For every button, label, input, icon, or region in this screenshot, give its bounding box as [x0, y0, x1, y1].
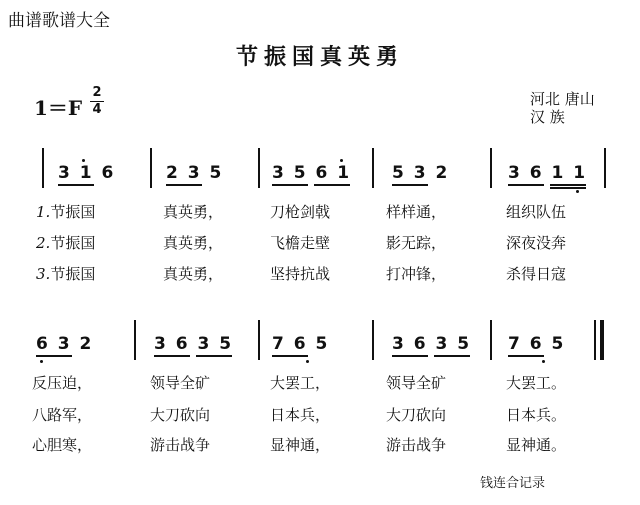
barline	[372, 148, 374, 188]
verse-number: 2.	[36, 234, 51, 252]
measure-notes: 6 3 2	[36, 334, 94, 354]
measure-notes: 3 6 1 1	[508, 163, 588, 183]
lyric: 反压迫，	[32, 374, 93, 392]
origin-ethnicity: 汉 族	[530, 108, 565, 126]
song-title: 节振国真英勇	[235, 45, 404, 70]
octave-dot-high	[82, 159, 85, 162]
lyric: 领导全矿	[150, 374, 211, 392]
beam	[550, 187, 586, 189]
beam	[166, 184, 202, 186]
lyric-verse-2: 2.节振国	[36, 234, 96, 252]
final-barline-thin	[594, 320, 596, 360]
barline	[490, 148, 492, 188]
lyric: 八路军，	[32, 406, 93, 424]
time-top: 2	[92, 85, 102, 100]
lyric: 游击战争	[150, 436, 211, 454]
lyric: 影无踪，	[386, 234, 447, 252]
beam	[196, 355, 232, 357]
barline	[490, 320, 492, 360]
measure-notes: 3 1 6	[58, 163, 116, 183]
measure-notes: 3 6 3 5	[392, 334, 472, 354]
octave-dot-low	[576, 190, 579, 193]
barline	[134, 320, 136, 360]
lyric: 大刀砍向	[150, 406, 211, 424]
time-bottom: 4	[92, 102, 102, 117]
measure-notes: 3 5 6 1	[272, 163, 352, 183]
octave-dot-high	[340, 159, 343, 162]
lyric: 真英勇，	[163, 203, 224, 221]
lyric: 组织队伍	[506, 203, 567, 221]
barline	[258, 320, 260, 360]
verse-number: 1.	[36, 203, 51, 221]
lyric: 飞檐走壁	[270, 234, 331, 252]
beam	[508, 184, 544, 186]
barline	[604, 148, 606, 188]
lyric: 深夜没奔	[506, 234, 567, 252]
barline-start-1	[42, 148, 44, 188]
beam	[550, 184, 586, 186]
lyric: 打冲锋，	[386, 265, 447, 283]
final-barline-thick	[600, 320, 604, 360]
measure-notes: 7 6 5	[272, 334, 330, 354]
measure-notes: 3 6 3 5	[154, 334, 234, 354]
measure-notes: 7 6 5	[508, 334, 566, 354]
beam	[36, 355, 72, 357]
barline	[258, 148, 260, 188]
measure-notes: 2 3 5	[166, 163, 224, 183]
lyric: 心胆寒，	[32, 436, 93, 454]
beam	[392, 184, 428, 186]
lyric: 样样通，	[386, 203, 447, 221]
lyric: 杀得日寇	[506, 265, 567, 283]
octave-dot-low	[542, 360, 545, 363]
lyric: 大刀砍向	[386, 406, 447, 424]
lyric-verse-1: 1.节振国	[36, 203, 96, 221]
origin-region: 河北 唐山	[530, 90, 595, 108]
lyric: 日本兵，	[270, 406, 331, 424]
measure-notes: 5 3 2	[392, 163, 450, 183]
lyric: 游击战争	[386, 436, 447, 454]
lyric: 领导全矿	[386, 374, 447, 392]
lyric: 大罢工，	[270, 374, 331, 392]
beam	[272, 355, 308, 357]
octave-dot-low	[40, 360, 43, 363]
beam	[314, 184, 350, 186]
barline	[150, 148, 152, 188]
lyric-verse-3: 3.节振国	[36, 265, 96, 283]
key-signature: 1＝F	[34, 96, 83, 120]
beam	[58, 184, 94, 186]
lyric: 日本兵。	[506, 406, 567, 424]
recorder-credit: 钱连合记录	[480, 476, 546, 491]
beam	[272, 184, 308, 186]
barline	[372, 320, 374, 360]
beam	[508, 355, 544, 357]
beam	[434, 355, 470, 357]
lyric: 显神通。	[506, 436, 567, 454]
lyric: 真英勇，	[163, 265, 224, 283]
lyric: 显神通，	[270, 436, 331, 454]
lyric: 坚持抗战	[270, 265, 331, 283]
lyric: 大罢工。	[506, 374, 567, 392]
lyric: 刀枪剑戟	[270, 203, 331, 221]
lyric: 真英勇，	[163, 234, 224, 252]
time-signature	[90, 86, 104, 117]
beam	[392, 355, 428, 357]
beam	[154, 355, 190, 357]
verse-number: 3.	[36, 265, 51, 283]
octave-dot-low	[306, 360, 309, 363]
site-name: 曲谱歌谱大全	[8, 11, 110, 31]
